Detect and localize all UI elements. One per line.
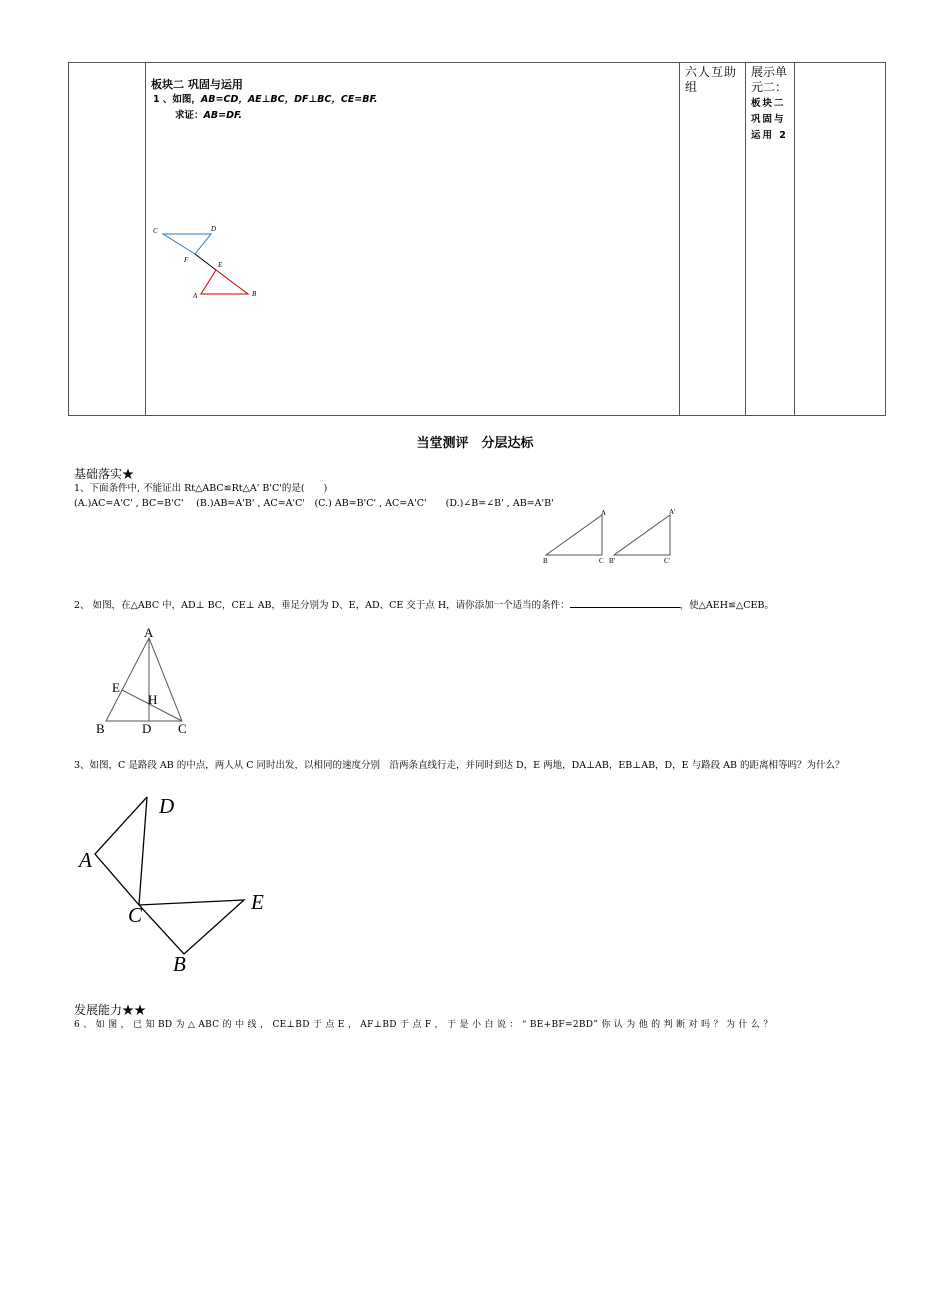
label-b: B [252, 290, 257, 298]
label-c: C [599, 557, 604, 565]
q2-text-a: 2、 如图，在△ABC 中，AD⊥ BC，CE⊥ AB，垂足分别为 D、E，AD、CE 交于点 H，请你添加一个适当的条件： [74, 600, 570, 611]
label-a-prime: A' [669, 508, 676, 516]
group-label: 六人互助组 [685, 65, 738, 94]
label-c: C [153, 227, 158, 235]
advanced-title: 发展能力★★ [74, 1003, 147, 1017]
label-e: E [251, 890, 264, 914]
label-c: C [178, 721, 187, 736]
triangle-abc [546, 515, 602, 555]
figure-triangles-cdf-abe [147, 218, 257, 303]
section-title: 板块二 巩固与运用 [151, 78, 243, 91]
label-c: C [128, 903, 143, 927]
label-d: D [211, 225, 217, 233]
label-d: D [159, 794, 175, 818]
q1-options: (A.)AC=A'C' , BC=B'C' (B.)AB=A'B' , AC=A'C' (C.) AB=B'C' , AC=A'C' (D.)∠B=∠B' , AB=A'B' [74, 498, 554, 509]
label-a: A [193, 292, 198, 300]
triangle-a2b2c2 [614, 515, 670, 555]
label-h: H [148, 692, 158, 707]
q2-figure [92, 624, 202, 739]
proof-goal: AB=DF. [203, 110, 242, 121]
problem-statement [153, 93, 378, 107]
q1-stem: 1、下面条件中, 不能证出 Rt△ABC≌Rt△A' B'C'的是( ) [74, 483, 328, 494]
q3-figure [72, 788, 282, 980]
label-b-prime: B' [609, 557, 615, 565]
unit-label: 展示单元二： [751, 65, 788, 94]
proof-prefix: 求证： [175, 110, 204, 121]
lesson-table [68, 62, 886, 416]
label-b: B [173, 952, 186, 976]
label-d: D [142, 721, 152, 736]
q2-text-b: ，使△AEH≌△CEB。 [679, 600, 774, 611]
label-a: A [79, 848, 92, 872]
label-a: A [601, 509, 607, 517]
problem-prefix: 1 、如图， [153, 94, 201, 105]
q3-text: 3、如图，C 是路段 AB 的中点，两人从 C 同时出发，以相同的速度分别 沿两条直线行走，并同时到达 D，E 两地，DA⊥AB，EB⊥AB，D，E 与路段 AB 的距离相等吗？为什么？ [74, 760, 845, 771]
label-b: B [96, 721, 105, 736]
column-divider [794, 63, 795, 415]
label-a: A [144, 625, 154, 640]
answer-blank[interactable] [570, 597, 680, 608]
label-e: E [112, 680, 120, 695]
label-c-prime: C' [664, 557, 670, 565]
proof-statement [175, 109, 242, 123]
figure-path [95, 797, 244, 954]
unit-sublabel: 板块二巩固与运用 2 [751, 98, 788, 141]
q1-figure [538, 505, 688, 567]
label-e: E [218, 261, 223, 269]
label-b: B [543, 557, 548, 565]
column-divider [745, 63, 746, 415]
column-divider [679, 63, 680, 415]
q2-text [74, 597, 774, 613]
triangle-cdf [163, 234, 211, 254]
section-heading: 当堂测评 分层达标 [416, 436, 534, 451]
triangle-abe [201, 270, 248, 294]
segment-fe [195, 254, 216, 270]
label-f: F [184, 256, 189, 264]
basic-title: 基础落实★ [74, 467, 135, 481]
column-divider [145, 63, 146, 415]
q6-text: 6 、 如 图 ， 已 知 BD 为 △ ABC 的 中 线 ， CE⊥BD 于 点 E ， AF⊥BD 于 点 F ， 于 是 小 白 说 ： “ BE+BF=2BD” 你 认 为 他 的 判 断 对 吗 ？ 为 什 么 ？ [74, 1020, 773, 1030]
problem-conditions: AB=CD，AE⊥BC，DF⊥BC，CE=BF. [200, 94, 378, 105]
